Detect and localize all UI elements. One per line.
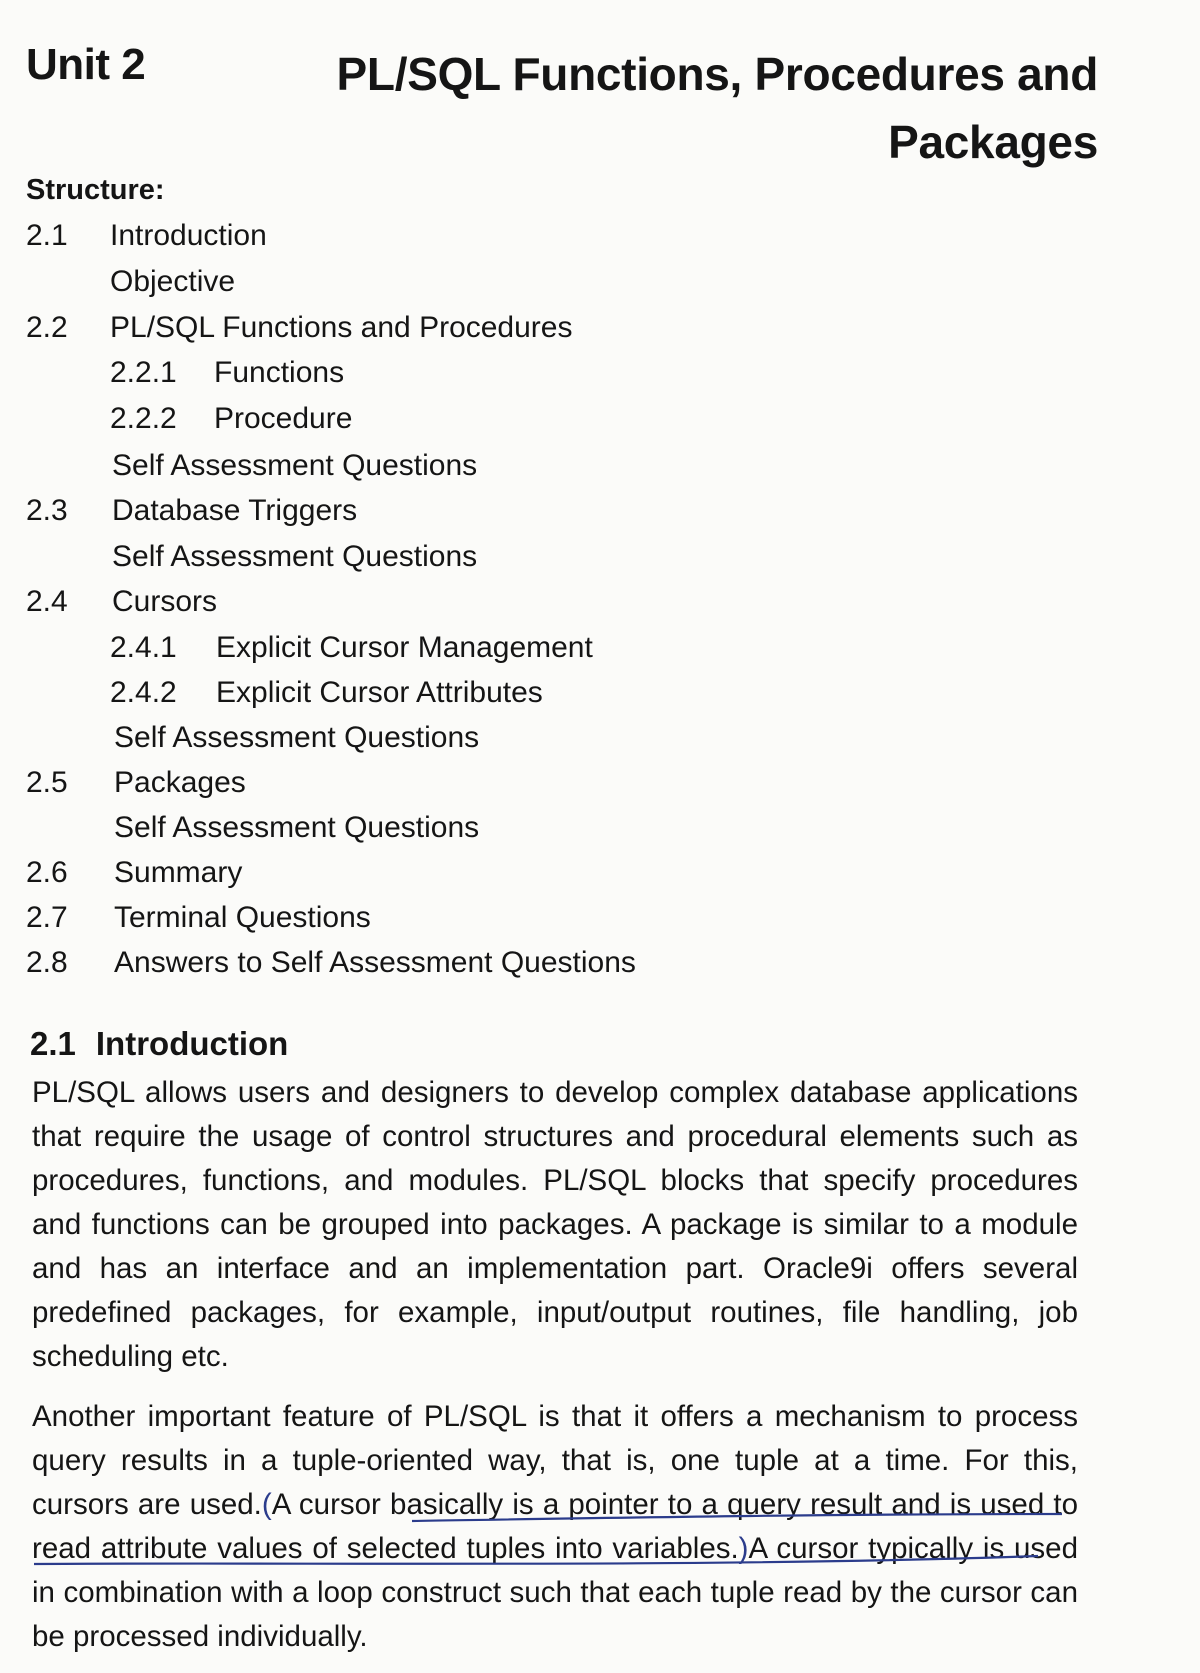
pen-close-bracket: ) (738, 1532, 749, 1565)
section-heading (30, 1025, 288, 1063)
paragraph-1: PL/SQL allows users and designers to develop complex database applications that require the usage of control structures and procedural elements such as procedures, functions, and modules. PL/SQL blocks that specify procedures and functions can be grouped into packages. A package is similar to a module and has an interface and an implementation part. Oracle9i offers several predefined packages, for example, input/output routines, file handling, job scheduling etc. (32, 1076, 1078, 1373)
toc-item-number: 2.2 (26, 311, 68, 344)
toc-item (0, 808, 1000, 848)
toc-item-text: Terminal Questions (114, 901, 371, 934)
toc-item-number: 2.5 (26, 766, 68, 799)
toc-item (0, 582, 1000, 622)
toc-item-text: Self Assessment Questions (114, 811, 480, 844)
toc-item (0, 943, 1000, 983)
toc-item (0, 353, 1000, 393)
toc-item (0, 673, 1000, 713)
toc-item-number: 2.8 (26, 946, 68, 979)
toc-item-number: 2.2.1 (110, 356, 177, 389)
toc-item-text: Self Assessment Questions (114, 721, 480, 754)
toc-item-text: Packages (114, 766, 246, 799)
underlined-definition: A cursor basically is a pointer to a query result and is used to read attribute values of selected tuples into variables. (32, 1488, 1078, 1565)
toc-item-text: Introduction (110, 219, 267, 252)
toc-item (0, 262, 1000, 302)
toc-item (0, 628, 1000, 668)
section-number: 2.1 (30, 1025, 76, 1062)
toc-item (0, 491, 1000, 531)
toc-item-text: Self Assessment Questions (112, 449, 478, 482)
toc-item (0, 853, 1000, 893)
toc-item-number: 2.4.1 (110, 631, 177, 664)
toc-item (0, 898, 1000, 938)
toc-item-text: Database Triggers (112, 494, 358, 527)
toc-item (0, 718, 1000, 758)
unit-label: Unit 2 (26, 40, 146, 89)
toc-item (0, 216, 1000, 256)
toc-item-number: 2.4.2 (110, 676, 177, 709)
toc-item-number: 2.2.2 (110, 402, 177, 435)
toc-item-text: Summary (114, 856, 243, 889)
paragraph-2 (32, 1395, 1078, 1659)
toc-item (0, 446, 1000, 486)
unit-title: PL/SQL Functions, Procedures and Packages (336, 48, 1098, 168)
toc-item-number: 2.1 (26, 219, 68, 252)
toc-item-text: Cursors (112, 585, 218, 618)
toc-item (0, 308, 1000, 348)
toc-item (0, 399, 1000, 439)
toc-item-number: 2.4 (26, 585, 68, 618)
section-title: Introduction (95, 1025, 289, 1062)
toc-item-text: Explicit Cursor Management (216, 631, 593, 664)
paragraph-2-end: A cursor typically is used in combination with a loop construct such that each tuple read by the cursor can be processed individually. (32, 1532, 1078, 1653)
toc-item-text: Procedure (214, 402, 353, 435)
toc-item-text: Functions (214, 356, 345, 389)
toc-item-text: Objective (110, 265, 236, 298)
toc-item-number: 2.6 (26, 856, 68, 889)
toc-item-number: 2.7 (26, 901, 68, 934)
toc-item (0, 537, 1000, 577)
paragraph-2-start: Another important feature of PL/SQL is that it offers a mechanism to process query results in a tuple-oriented way, that is, one tuple at a time. For this, cursors are used. (32, 1400, 1078, 1521)
structure-heading: Structure: (26, 174, 165, 206)
toc-item-number: 2.3 (26, 494, 68, 527)
toc-item (0, 763, 1000, 803)
toc-item-text: Explicit Cursor Attributes (216, 676, 543, 709)
pen-open-bracket: ( (261, 1488, 272, 1521)
toc-item-text: Self Assessment Questions (112, 540, 478, 573)
toc-item-text: Answers to Self Assessment Questions (114, 946, 636, 979)
toc-item-text: PL/SQL Functions and Procedures (110, 311, 573, 344)
